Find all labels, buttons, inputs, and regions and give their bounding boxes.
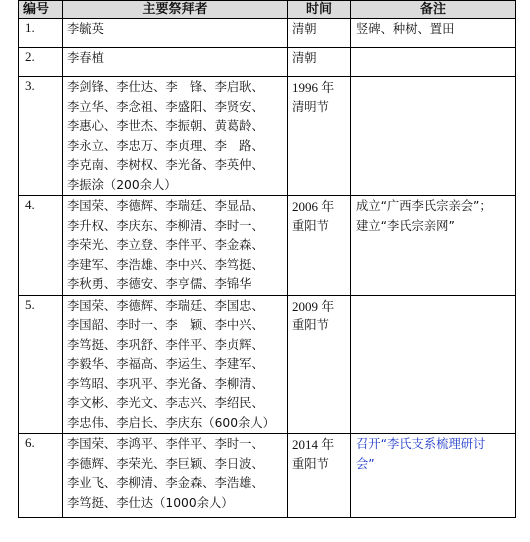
worshippers-line: 李国荣、李德辉、李瑞廷、李国忠、 [67,298,264,313]
worshippers-cell [63,295,288,434]
note-cell [351,77,516,196]
worshippers-line: 李笃昭、李巩平、李光备、李柳清、 [67,376,264,391]
table-row [19,19,516,48]
time-line: 清朝 [292,51,317,65]
worshippers-line: 李忠伟、李启长、李庆东（600余人） [67,415,275,430]
time-line: 重阳节 [292,218,329,233]
note-line: 会” [356,456,375,471]
header-id: 编号 [19,1,63,19]
note-cell [351,48,516,77]
header-names: 主要祭拜者 [63,1,288,19]
row-number: 4. [19,196,63,296]
worshippers-line: 李笃挺、李巩舒、李伴平、李贞辉、 [67,337,264,352]
header-note: 备注 [351,1,516,19]
table-row [19,77,516,196]
note-cell [351,196,516,296]
note-line: 成立“广西李氏宗亲会”； [356,199,492,213]
row-number: 6. [19,434,63,518]
worshippers-line: 李立华、李念祖、李盛阳、李贤安、 [67,99,264,114]
row-number: 2. [19,48,63,77]
sacrifice-table [18,0,516,518]
worshippers-line: 李德辉、李荣光、李巨颖、李日波、 [67,456,264,471]
note-line: 建立“李氏宗亲网” [356,218,455,233]
time-cell [288,48,351,77]
table-row [19,295,516,434]
time-cell [288,434,351,518]
worshippers-line: 李文彬、李光文、李志兴、李绍民、 [67,396,264,410]
worshippers-line: 李永立、李忠万、李贞理、李 路、 [67,138,264,153]
worshippers-line: 李升权、李庆东、李柳清、李时一、 [67,218,264,233]
time-cell [288,19,351,48]
table-row [19,434,516,518]
worshippers-cell [63,77,288,196]
worshippers-line: 李国荣、李德辉、李瑞廷、李显品、 [67,199,264,213]
note-cell [351,295,516,434]
worshippers-line: 李秋勇、李德安、李亨儒、李锦华 [67,277,252,291]
worshippers-line: 李克南、李树权、李光备、李英仲、 [67,158,264,172]
note-line: 竖碑、种树、置田 [356,22,455,36]
worshippers-cell [63,48,288,77]
time-line: 重阳节 [292,456,329,471]
time-line: 重阳节 [292,318,329,332]
worshippers-line: 李荣光、李立登、李伴平、李金森、 [67,238,264,252]
note-line: 召开“李氏支系梳理研讨 [356,437,486,451]
worshippers-line: 李毓英 [67,22,104,36]
time-line: 2006 年 [292,199,335,214]
worshippers-cell [63,19,288,48]
table-row [19,48,516,77]
time-cell [288,77,351,196]
time-cell [288,196,351,296]
worshippers-line: 李振涂（200余人） [67,177,177,192]
time-cell [288,295,351,434]
worshippers-cell [63,434,288,518]
table-row [19,196,516,296]
time-line: 1996 年 [292,80,335,95]
time-line: 2009 年 [292,298,335,314]
note-cell [351,19,516,48]
row-number: 5. [19,295,63,434]
time-line: 清朝 [292,22,317,36]
worshippers-line: 李建军、李浩雄、李中兴、李笃挺、 [67,257,264,272]
worshippers-cell [63,196,288,296]
worshippers-line: 李国韶、李时一、李 颖、李中兴、 [67,318,264,332]
worshippers-line: 李国荣、李鸿平、李伴平、李时一、 [67,437,264,451]
worshippers-line: 李春植 [67,51,104,65]
time-line: 2014 年 [292,437,335,452]
row-number: 1. [19,19,63,48]
header-time: 时间 [288,1,351,19]
table-body [19,19,516,518]
worshippers-line: 李毅华、李福高、李运生、李建军、 [67,357,264,371]
worshippers-line: 李笃挺、李仕达（1000余人） [67,495,234,510]
worshippers-line: 李业飞、李柳清、李金森、李浩雄、 [67,476,264,490]
time-line: 清明节 [292,99,329,114]
worshippers-line: 李惠心、李世杰、李振朝、黄葛龄、 [67,119,264,133]
row-number: 3. [19,77,63,196]
worshippers-line: 李剑锋、李仕达、李 锋、李启耿、 [67,80,264,94]
table-header [19,1,516,19]
note-cell [351,434,516,518]
